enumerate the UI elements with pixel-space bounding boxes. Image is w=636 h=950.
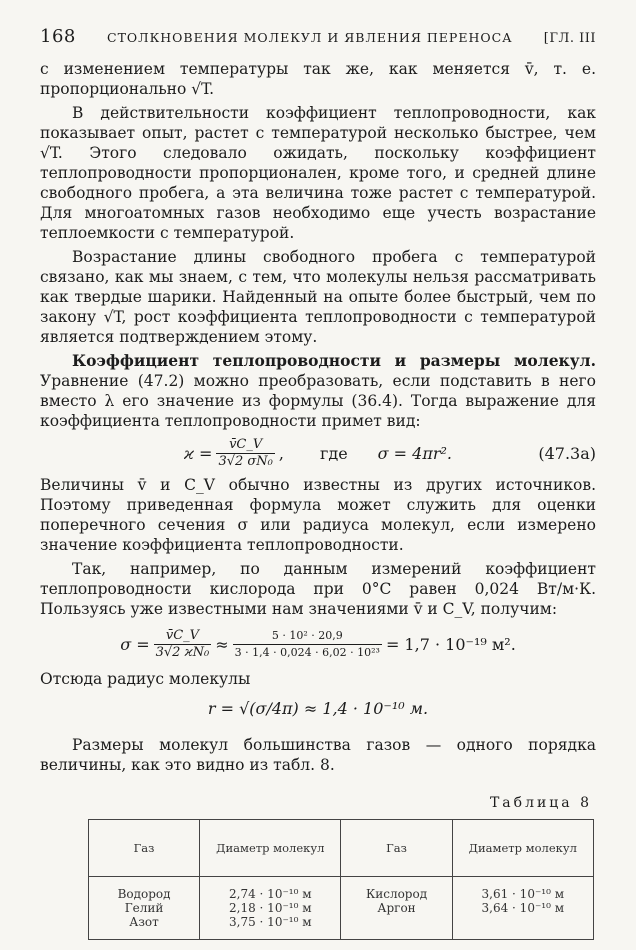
diameter-hydrogen: 2,74 · 10⁻¹⁰ м — [229, 887, 312, 901]
diameter-column-2 — [452, 877, 593, 940]
formula-1-where: где — [319, 443, 348, 463]
molecule-diameter-table — [88, 819, 594, 940]
gas-hydrogen: Водород — [117, 887, 171, 901]
book-page — [40, 26, 596, 940]
formula-2-fraction-2 — [233, 628, 382, 661]
formula-1-lhs: ϰ = — [183, 443, 213, 463]
formula-2-numerator-1: v̄C_V — [165, 627, 200, 643]
formula-2-fraction-1 — [154, 628, 212, 661]
gas-column-2 — [341, 877, 452, 940]
formula-1-comma: , — [278, 443, 284, 463]
formula-1-fraction — [216, 437, 274, 470]
paragraph-1: с изменением температуры так же, как меняется v̄, т. е. пропорционально √T. — [40, 60, 596, 98]
paragraph-4 — [40, 351, 596, 431]
diameter-helium: 2,18 · 10⁻¹⁰ м — [229, 901, 312, 915]
table-row — [89, 877, 594, 940]
chapter-label: [ГЛ. III — [543, 31, 596, 46]
diameter-argon: 3,64 · 10⁻¹⁰ м — [481, 901, 565, 915]
header-gas-2: Газ — [341, 820, 452, 877]
gas-nitrogen: Азот — [129, 915, 159, 929]
formula-1-denominator: 3√2 σN₀ — [218, 453, 273, 469]
header-diameter-2: Диаметр молекул — [452, 820, 593, 877]
paragraph-5: Величины v̄ и C_V обычно известны из других источников. Поэтому приведенная формула может служить для оценки поперечного сечения σ или радиуса молекул, если измерено значение коэффициента теплопроводности. — [40, 476, 596, 554]
formula-2-numerator-2: 5 · 10² · 20,9 — [271, 628, 343, 642]
header-gas-1: Газ — [89, 820, 200, 877]
paragraph-3: Возрастание длины свободного пробега с температурой связано, как мы знаем, с тем, что молекулы нельзя рассматривать как твердые шарики. Найденный на опыте более быстрый, чем по закону √T, рост коэффициента теплопроводности с температурой является подтверждением этому. — [40, 248, 596, 346]
equation-number: (47.3а) — [538, 443, 596, 463]
paragraph-6: Так, например, по данным измерений коэффициент теплопроводности кислорода при 0°С равен 0,024 Вт/м·К. Пользуясь уже известными нам значениями v̄ и C_V, получим: — [40, 560, 596, 618]
formula-2-approx: ≈ — [215, 634, 229, 654]
formula-sigma-estimate — [40, 619, 596, 669]
paragraph-2: В действительности коэффициент теплопроводности, как показывает опыт, растет с температурой несколько быстрее, чем √T. Этого следовало ожидать, поскольку коэффициент теплопроводности пропорционален, кроме того, и средней длине свободного пробега, а эта величина тоже растет с температурой. Для многоатомных газов необходимо еще учесть возрастание теплоемкости с температурой. — [40, 104, 596, 242]
gas-helium: Гелий — [124, 901, 164, 915]
formula-2-result: = 1,7 · 10⁻¹⁹ м². — [385, 634, 516, 654]
formula-2-denominator-2: 3 · 1,4 · 0,024 · 6,02 · 10²³ — [234, 645, 380, 659]
table-caption: Таблица 8 — [489, 795, 592, 811]
running-title: СТОЛКНОВЕНИЯ МОЛЕКУЛ И ЯВЛЕНИЯ ПЕРЕНОСА — [107, 30, 513, 45]
running-header — [40, 26, 596, 47]
formula-2-denominator-1: 3√2 ϰN₀ — [155, 644, 210, 660]
formula-3: r = √(σ/4π) ≈ 1,4 · 10⁻¹⁰ м. — [207, 698, 429, 718]
diameter-nitrogen: 3,75 · 10⁻¹⁰ м — [229, 915, 312, 929]
formula-2-lhs: σ = — [120, 634, 150, 654]
formula-1-numerator: v̄C_V — [229, 436, 263, 452]
gas-oxygen: Кислород — [365, 887, 428, 901]
formula-1-sigma: σ = 4πr². — [377, 443, 453, 463]
table-header-row — [89, 820, 594, 877]
page-number: 168 — [40, 26, 76, 47]
section-heading: Коэффициент теплопроводности и размеры молекул. — [72, 351, 596, 370]
diameter-oxygen: 3,61 · 10⁻¹⁰ м — [481, 887, 565, 901]
gas-column-1 — [89, 877, 200, 940]
diameter-column-1 — [200, 877, 341, 940]
gas-argon: Аргон — [377, 901, 416, 915]
formula-radius — [40, 689, 596, 727]
paragraph-7: Отсюда радиус молекулы — [40, 670, 251, 688]
paragraph-8: Размеры молекул большинства газов — одного порядка величины, как это видно из табл. 8. — [40, 736, 596, 774]
header-diameter-1: Диаметр молекул — [200, 820, 341, 877]
formula-47-3a — [40, 431, 596, 475]
paragraph-4-text: Уравнение (47.2) можно преобразовать, если подставить в него вместо λ его значение из формулы (36.4). Тогда выражение для коэффициента теплопроводности примет вид: — [40, 372, 596, 430]
